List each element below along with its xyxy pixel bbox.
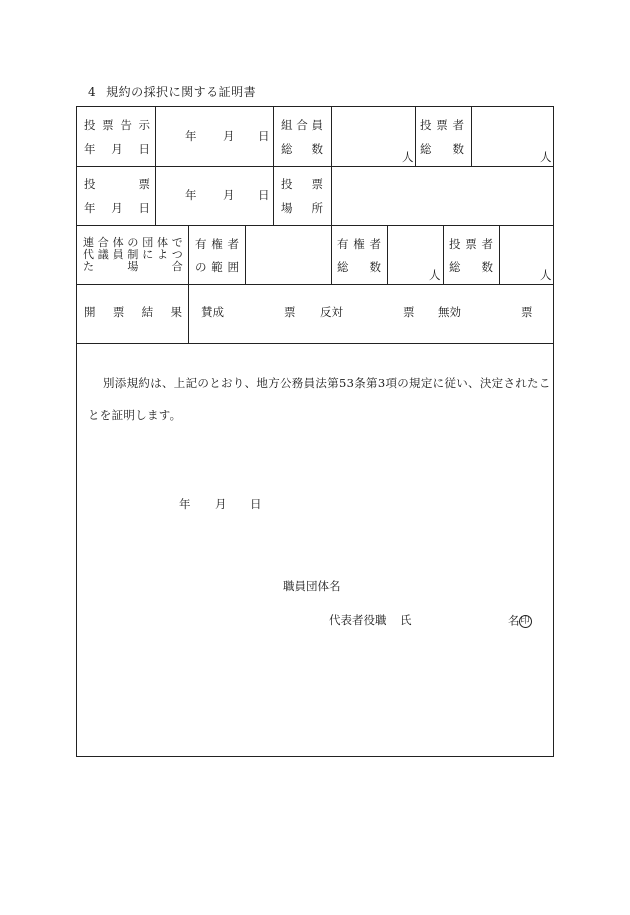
count-result-char: 開	[84, 305, 96, 319]
eligible-range-label-line1	[195, 239, 239, 251]
federation-char: で	[171, 236, 183, 249]
column-divider	[155, 107, 156, 225]
column-divider	[415, 107, 416, 166]
vote-notice-month: 月	[223, 129, 235, 143]
representative-label: 代表者役職	[329, 613, 387, 627]
federation-label-line2	[83, 249, 183, 260]
voters-char: 総	[420, 142, 432, 156]
federation-char: 連	[83, 236, 95, 249]
eligible-total-unit: 人	[429, 268, 441, 282]
month-label: 月	[111, 142, 123, 156]
row-divider	[77, 166, 553, 167]
org-name-label: 職員団体名	[283, 579, 341, 593]
federation-char: の	[127, 236, 139, 249]
year-label: 年	[84, 201, 96, 215]
vote-place-label-line1	[281, 179, 323, 191]
cert-month-label: 月	[215, 497, 227, 511]
name-label-first: 氏	[400, 613, 412, 627]
federation-char: 制	[127, 248, 139, 261]
row-divider	[77, 343, 553, 344]
vote-date-month: 月	[223, 188, 235, 202]
month-label: 月	[111, 201, 123, 215]
voters-char: 投	[449, 237, 461, 251]
approve-unit: 票	[284, 305, 296, 319]
federation-char: 議	[97, 248, 109, 261]
voters-char: 数	[452, 142, 464, 156]
name-label-second	[508, 615, 532, 628]
members-char: 組	[281, 118, 293, 132]
vote-date-char: 投	[84, 177, 96, 191]
members-char: 数	[311, 142, 323, 156]
federation-char: に	[142, 248, 154, 261]
eligible-char: 有	[337, 237, 349, 251]
delegate-voters-label-line2	[449, 262, 493, 274]
federation-char: 体	[112, 236, 124, 249]
vote-notice-char: 票	[102, 118, 114, 132]
column-divider	[331, 225, 332, 284]
vote-date-char: 票	[138, 177, 150, 191]
column-divider	[387, 225, 388, 284]
vote-date-label-line1	[84, 179, 150, 191]
federation-char: 員	[112, 248, 124, 261]
voters-char: 者	[452, 118, 464, 132]
column-divider	[331, 107, 332, 225]
cert-day-label: 日	[250, 497, 262, 511]
voters-char: 投	[420, 118, 432, 132]
day-label: 日	[138, 142, 150, 156]
voters-count-unit: 人	[540, 150, 552, 164]
members-label-line2	[281, 144, 323, 156]
count-result-char: 票	[112, 305, 125, 319]
federation-label-line3	[83, 261, 183, 272]
delegate-voters-unit: 人	[540, 268, 552, 282]
column-divider	[245, 225, 246, 284]
eligible-char: 総	[337, 260, 349, 274]
eligible-char: 範	[211, 260, 223, 274]
vote-notice-char: 告	[120, 118, 132, 132]
vote-notice-label-line2	[84, 144, 150, 156]
oppose-label: 反対	[320, 305, 343, 319]
voters-char: 票	[465, 237, 477, 251]
column-divider	[188, 225, 189, 284]
eligible-char: 権	[211, 237, 223, 251]
year-label: 年	[84, 142, 96, 156]
eligible-char: 有	[195, 237, 207, 251]
eligible-char: 者	[369, 237, 381, 251]
name-label-char: 名	[508, 613, 520, 628]
vote-place-char: 場	[281, 201, 293, 215]
eligible-total-label-line2	[337, 262, 381, 274]
federation-char: た	[83, 260, 95, 273]
eligible-char: 囲	[227, 260, 239, 274]
federation-char: 場	[127, 260, 139, 273]
vote-notice-label-line1	[84, 120, 150, 132]
vote-date-year: 年	[185, 188, 197, 202]
invalid-unit: 票	[521, 305, 533, 319]
federation-char: つ	[171, 248, 183, 261]
seal-icon: 印	[520, 616, 530, 626]
column-divider	[188, 284, 189, 343]
eligible-char: 数	[369, 260, 381, 274]
invalid-label: 無効	[438, 305, 461, 319]
voters-char: 者	[481, 237, 493, 251]
column-divider	[273, 107, 274, 225]
delegate-voters-label-line1	[449, 239, 493, 251]
voters-label-line2	[420, 144, 464, 156]
approve-label: 賛成	[201, 305, 224, 319]
column-divider	[499, 225, 500, 284]
vote-date-label-line2	[84, 203, 150, 215]
federation-char: 代	[83, 248, 95, 261]
day-label: 日	[138, 201, 150, 215]
vote-place-label-line2	[281, 203, 323, 215]
statement-line-2: とを証明します。	[88, 408, 182, 422]
voters-char: 数	[481, 260, 493, 274]
column-divider	[471, 107, 472, 166]
count-result-char: 結	[141, 305, 154, 319]
voters-label-line1	[420, 120, 464, 132]
members-char: 総	[281, 142, 293, 156]
federation-label-line1	[83, 237, 183, 248]
column-divider	[443, 225, 444, 284]
vote-place-char: 票	[311, 177, 323, 191]
oppose-unit: 票	[403, 305, 415, 319]
heading-number: 4	[88, 85, 97, 99]
members-char: 員	[311, 118, 323, 132]
cert-year-label: 年	[179, 497, 191, 511]
vote-notice-char: 示	[138, 118, 150, 132]
federation-char: 合	[171, 260, 183, 273]
members-count-unit: 人	[402, 150, 414, 164]
document-heading	[88, 83, 256, 100]
federation-char: 体	[156, 236, 169, 249]
eligible-range-label-line2	[195, 262, 239, 274]
statement-line-1: 別添規約は、上記のとおり、地方公務員法第53条第3項の規定に従い、決定されたこ	[103, 376, 551, 390]
vote-notice-day: 日	[258, 129, 270, 143]
members-label-line1	[281, 120, 323, 132]
vote-notice-char: 投	[84, 118, 96, 132]
voters-char: 総	[449, 260, 461, 274]
vote-place-char: 所	[311, 201, 323, 215]
count-result-label	[84, 307, 182, 319]
row-divider	[77, 225, 553, 226]
vote-place-char: 投	[281, 177, 293, 191]
heading-title: 規約の採択に関する証明書	[106, 85, 257, 99]
certificate-frame	[76, 106, 554, 757]
vote-notice-year: 年	[185, 129, 197, 143]
federation-char: 団	[142, 236, 154, 249]
eligible-total-label-line1	[337, 239, 381, 251]
eligible-char: の	[195, 260, 207, 274]
count-result-char: 果	[170, 305, 182, 319]
eligible-char: 権	[353, 237, 365, 251]
row-divider	[77, 284, 553, 285]
members-char: 合	[296, 118, 308, 132]
federation-char: 合	[97, 236, 109, 249]
voters-char: 票	[436, 118, 448, 132]
eligible-char: 者	[227, 237, 239, 251]
vote-date-day: 日	[258, 188, 270, 202]
federation-char: よ	[156, 248, 169, 261]
